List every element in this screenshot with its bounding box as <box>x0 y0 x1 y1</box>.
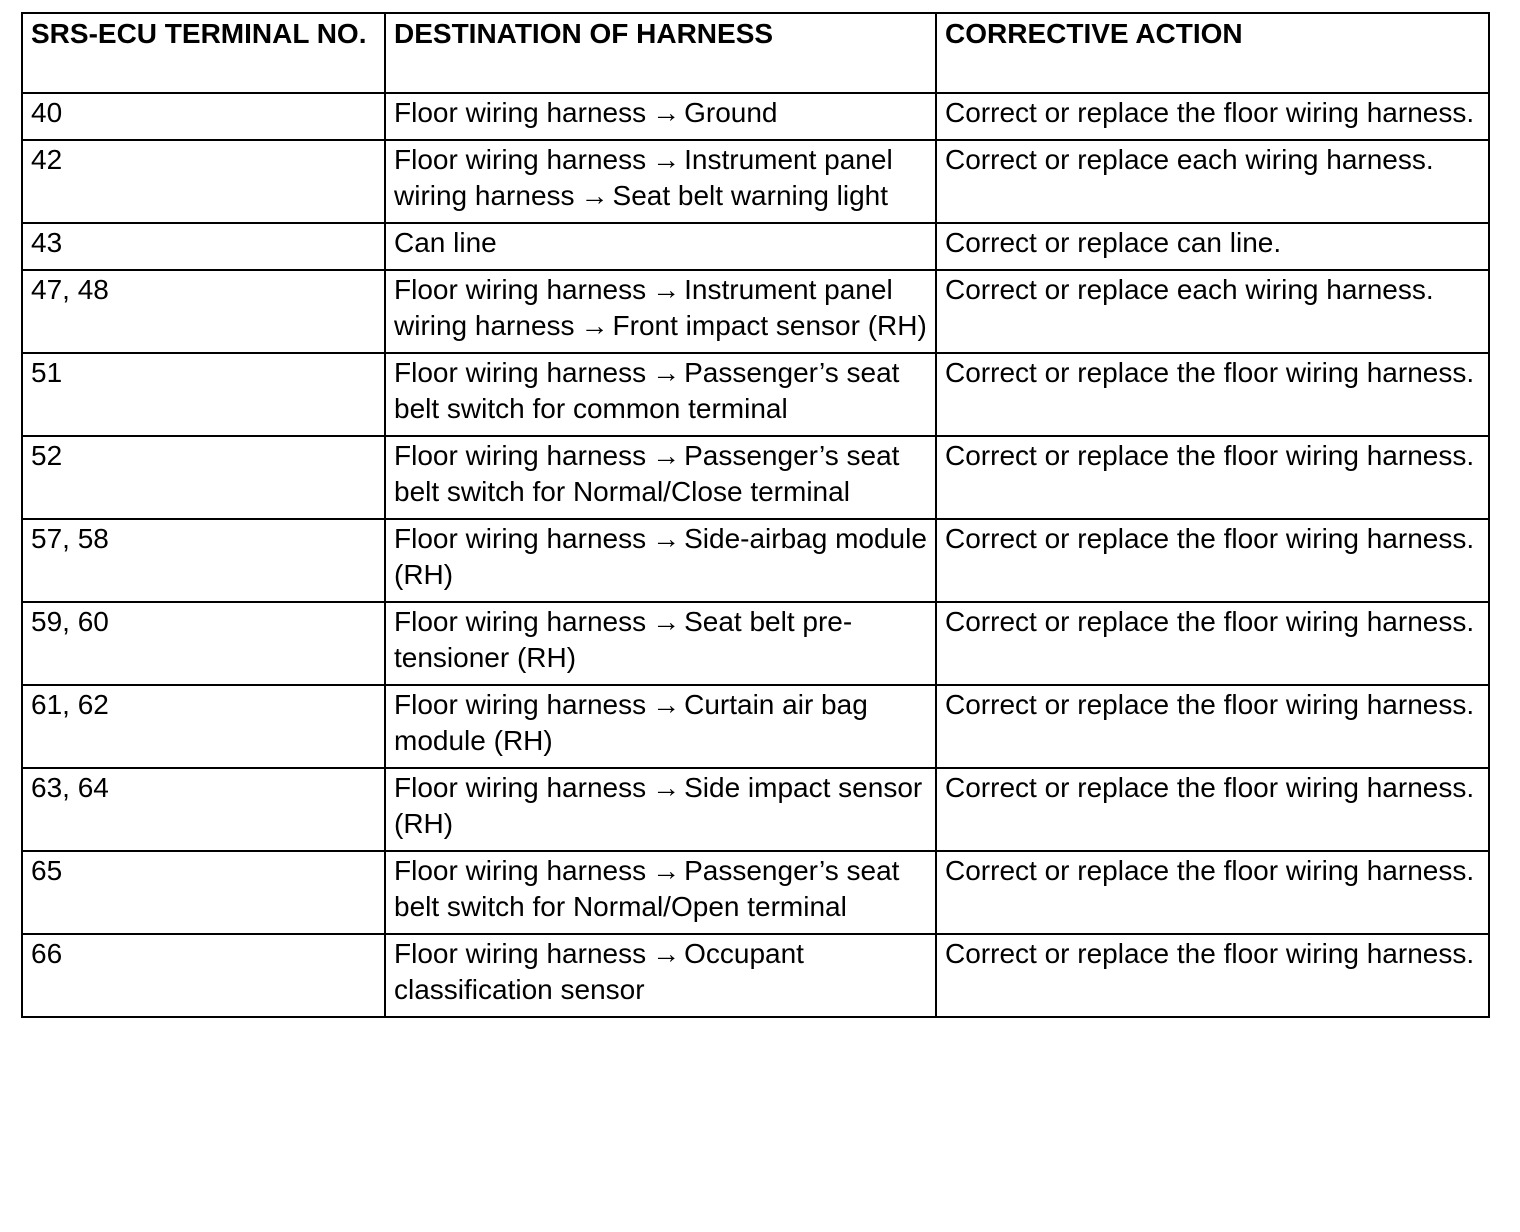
destination-segment: Floor wiring harness <box>394 97 647 128</box>
terminal-cell: 47, 48 <box>22 270 385 353</box>
destination-segment: Floor wiring harness <box>394 855 647 886</box>
corrective-action-cell: Correct or replace each wiring harness. <box>936 270 1489 353</box>
terminal-cell: 52 <box>22 436 385 519</box>
header-row <box>22 13 1489 93</box>
corrective-action-cell: Correct or replace can line. <box>936 223 1489 270</box>
corrective-action-cell: Correct or replace the floor wiring harness. <box>936 353 1489 436</box>
arrow-right-icon: → <box>652 689 681 720</box>
destination-cell <box>385 353 936 436</box>
destination-cell <box>385 685 936 768</box>
srs-terminal-table <box>21 12 1490 1018</box>
table-row <box>22 270 1489 353</box>
destination-segment: Occupant classification sensor <box>394 938 804 1005</box>
table-row <box>22 519 1489 602</box>
table-header <box>22 13 1489 93</box>
destination-segment: Floor wiring harness <box>394 440 647 471</box>
destination-cell <box>385 768 936 851</box>
destination-segment: Floor wiring harness <box>394 938 647 969</box>
terminal-cell: 51 <box>22 353 385 436</box>
table-body <box>22 93 1489 1017</box>
table-row <box>22 685 1489 768</box>
arrow-right-icon: → <box>580 180 609 211</box>
destination-segment: Side impact sensor (RH) <box>394 772 923 839</box>
arrow-right-icon: → <box>652 523 681 554</box>
corrective-action-cell: Correct or replace the floor wiring harness. <box>936 519 1489 602</box>
corrective-action-cell: Correct or replace the floor wiring harness. <box>936 685 1489 768</box>
header-terminal: SRS-ECU TERMINAL NO. <box>22 13 385 93</box>
header-corrective-action: CORRECTIVE ACTION <box>936 13 1489 93</box>
table-row <box>22 223 1489 270</box>
table-row <box>22 602 1489 685</box>
arrow-right-icon: → <box>652 357 681 388</box>
arrow-right-icon: → <box>652 772 681 803</box>
table-row <box>22 768 1489 851</box>
destination-cell <box>385 93 936 140</box>
corrective-action-cell: Correct or replace the floor wiring harness. <box>936 93 1489 140</box>
destination-cell <box>385 223 936 270</box>
destination-segment: Side-airbag module (RH) <box>394 523 927 590</box>
corrective-action-cell: Correct or replace the floor wiring harness. <box>936 851 1489 934</box>
destination-segment: Front impact sensor (RH) <box>612 310 927 341</box>
destination-segment: Instrument panel wiring harness <box>394 274 893 341</box>
terminal-cell: 66 <box>22 934 385 1017</box>
destination-segment: Passenger’s seat belt switch for Normal/Open terminal <box>394 855 900 922</box>
corrective-action-cell: Correct or replace the floor wiring harness. <box>936 768 1489 851</box>
table-row <box>22 436 1489 519</box>
corrective-action-cell: Correct or replace each wiring harness. <box>936 140 1489 223</box>
arrow-right-icon: → <box>652 606 681 637</box>
destination-segment: Curtain air bag module (RH) <box>394 689 868 756</box>
table-row <box>22 934 1489 1017</box>
table-row <box>22 851 1489 934</box>
destination-segment: Can line <box>394 227 497 258</box>
terminal-cell: 63, 64 <box>22 768 385 851</box>
table-row <box>22 93 1489 140</box>
destination-segment: Floor wiring harness <box>394 606 647 637</box>
corrective-action-cell: Correct or replace the floor wiring harness. <box>936 436 1489 519</box>
destination-segment: Floor wiring harness <box>394 772 647 803</box>
destination-segment: Seat belt warning light <box>612 180 889 211</box>
arrow-right-icon: → <box>652 97 681 128</box>
destination-segment: Floor wiring harness <box>394 144 647 175</box>
header-destination: DESTINATION OF HARNESS <box>385 13 936 93</box>
terminal-cell: 61, 62 <box>22 685 385 768</box>
arrow-right-icon: → <box>652 144 681 175</box>
destination-segment: Instrument panel wiring harness <box>394 144 893 211</box>
destination-cell <box>385 436 936 519</box>
destination-segment: Ground <box>684 97 778 128</box>
destination-cell <box>385 602 936 685</box>
terminal-cell: 43 <box>22 223 385 270</box>
terminal-cell: 65 <box>22 851 385 934</box>
terminal-cell: 59, 60 <box>22 602 385 685</box>
corrective-action-cell: Correct or replace the floor wiring harness. <box>936 934 1489 1017</box>
destination-segment: Seat belt pre-tensioner (RH) <box>394 606 853 673</box>
terminal-cell: 40 <box>22 93 385 140</box>
arrow-right-icon: → <box>652 855 681 886</box>
destination-segment: Floor wiring harness <box>394 274 647 305</box>
arrow-right-icon: → <box>652 938 681 969</box>
corrective-action-cell: Correct or replace the floor wiring harness. <box>936 602 1489 685</box>
arrow-right-icon: → <box>652 440 681 471</box>
terminal-cell: 42 <box>22 140 385 223</box>
destination-segment: Floor wiring harness <box>394 357 647 388</box>
destination-cell <box>385 270 936 353</box>
arrow-right-icon: → <box>652 274 681 305</box>
table-row <box>22 140 1489 223</box>
destination-segment: Floor wiring harness <box>394 523 647 554</box>
destination-segment: Floor wiring harness <box>394 689 647 720</box>
destination-cell <box>385 934 936 1017</box>
destination-cell <box>385 519 936 602</box>
arrow-right-icon: → <box>580 310 609 341</box>
destination-cell <box>385 851 936 934</box>
destination-cell <box>385 140 936 223</box>
table-row <box>22 353 1489 436</box>
destination-segment: Passenger’s seat belt switch for Normal/Close terminal <box>394 440 900 507</box>
terminal-cell: 57, 58 <box>22 519 385 602</box>
destination-segment: Passenger’s seat belt switch for common terminal <box>394 357 900 424</box>
